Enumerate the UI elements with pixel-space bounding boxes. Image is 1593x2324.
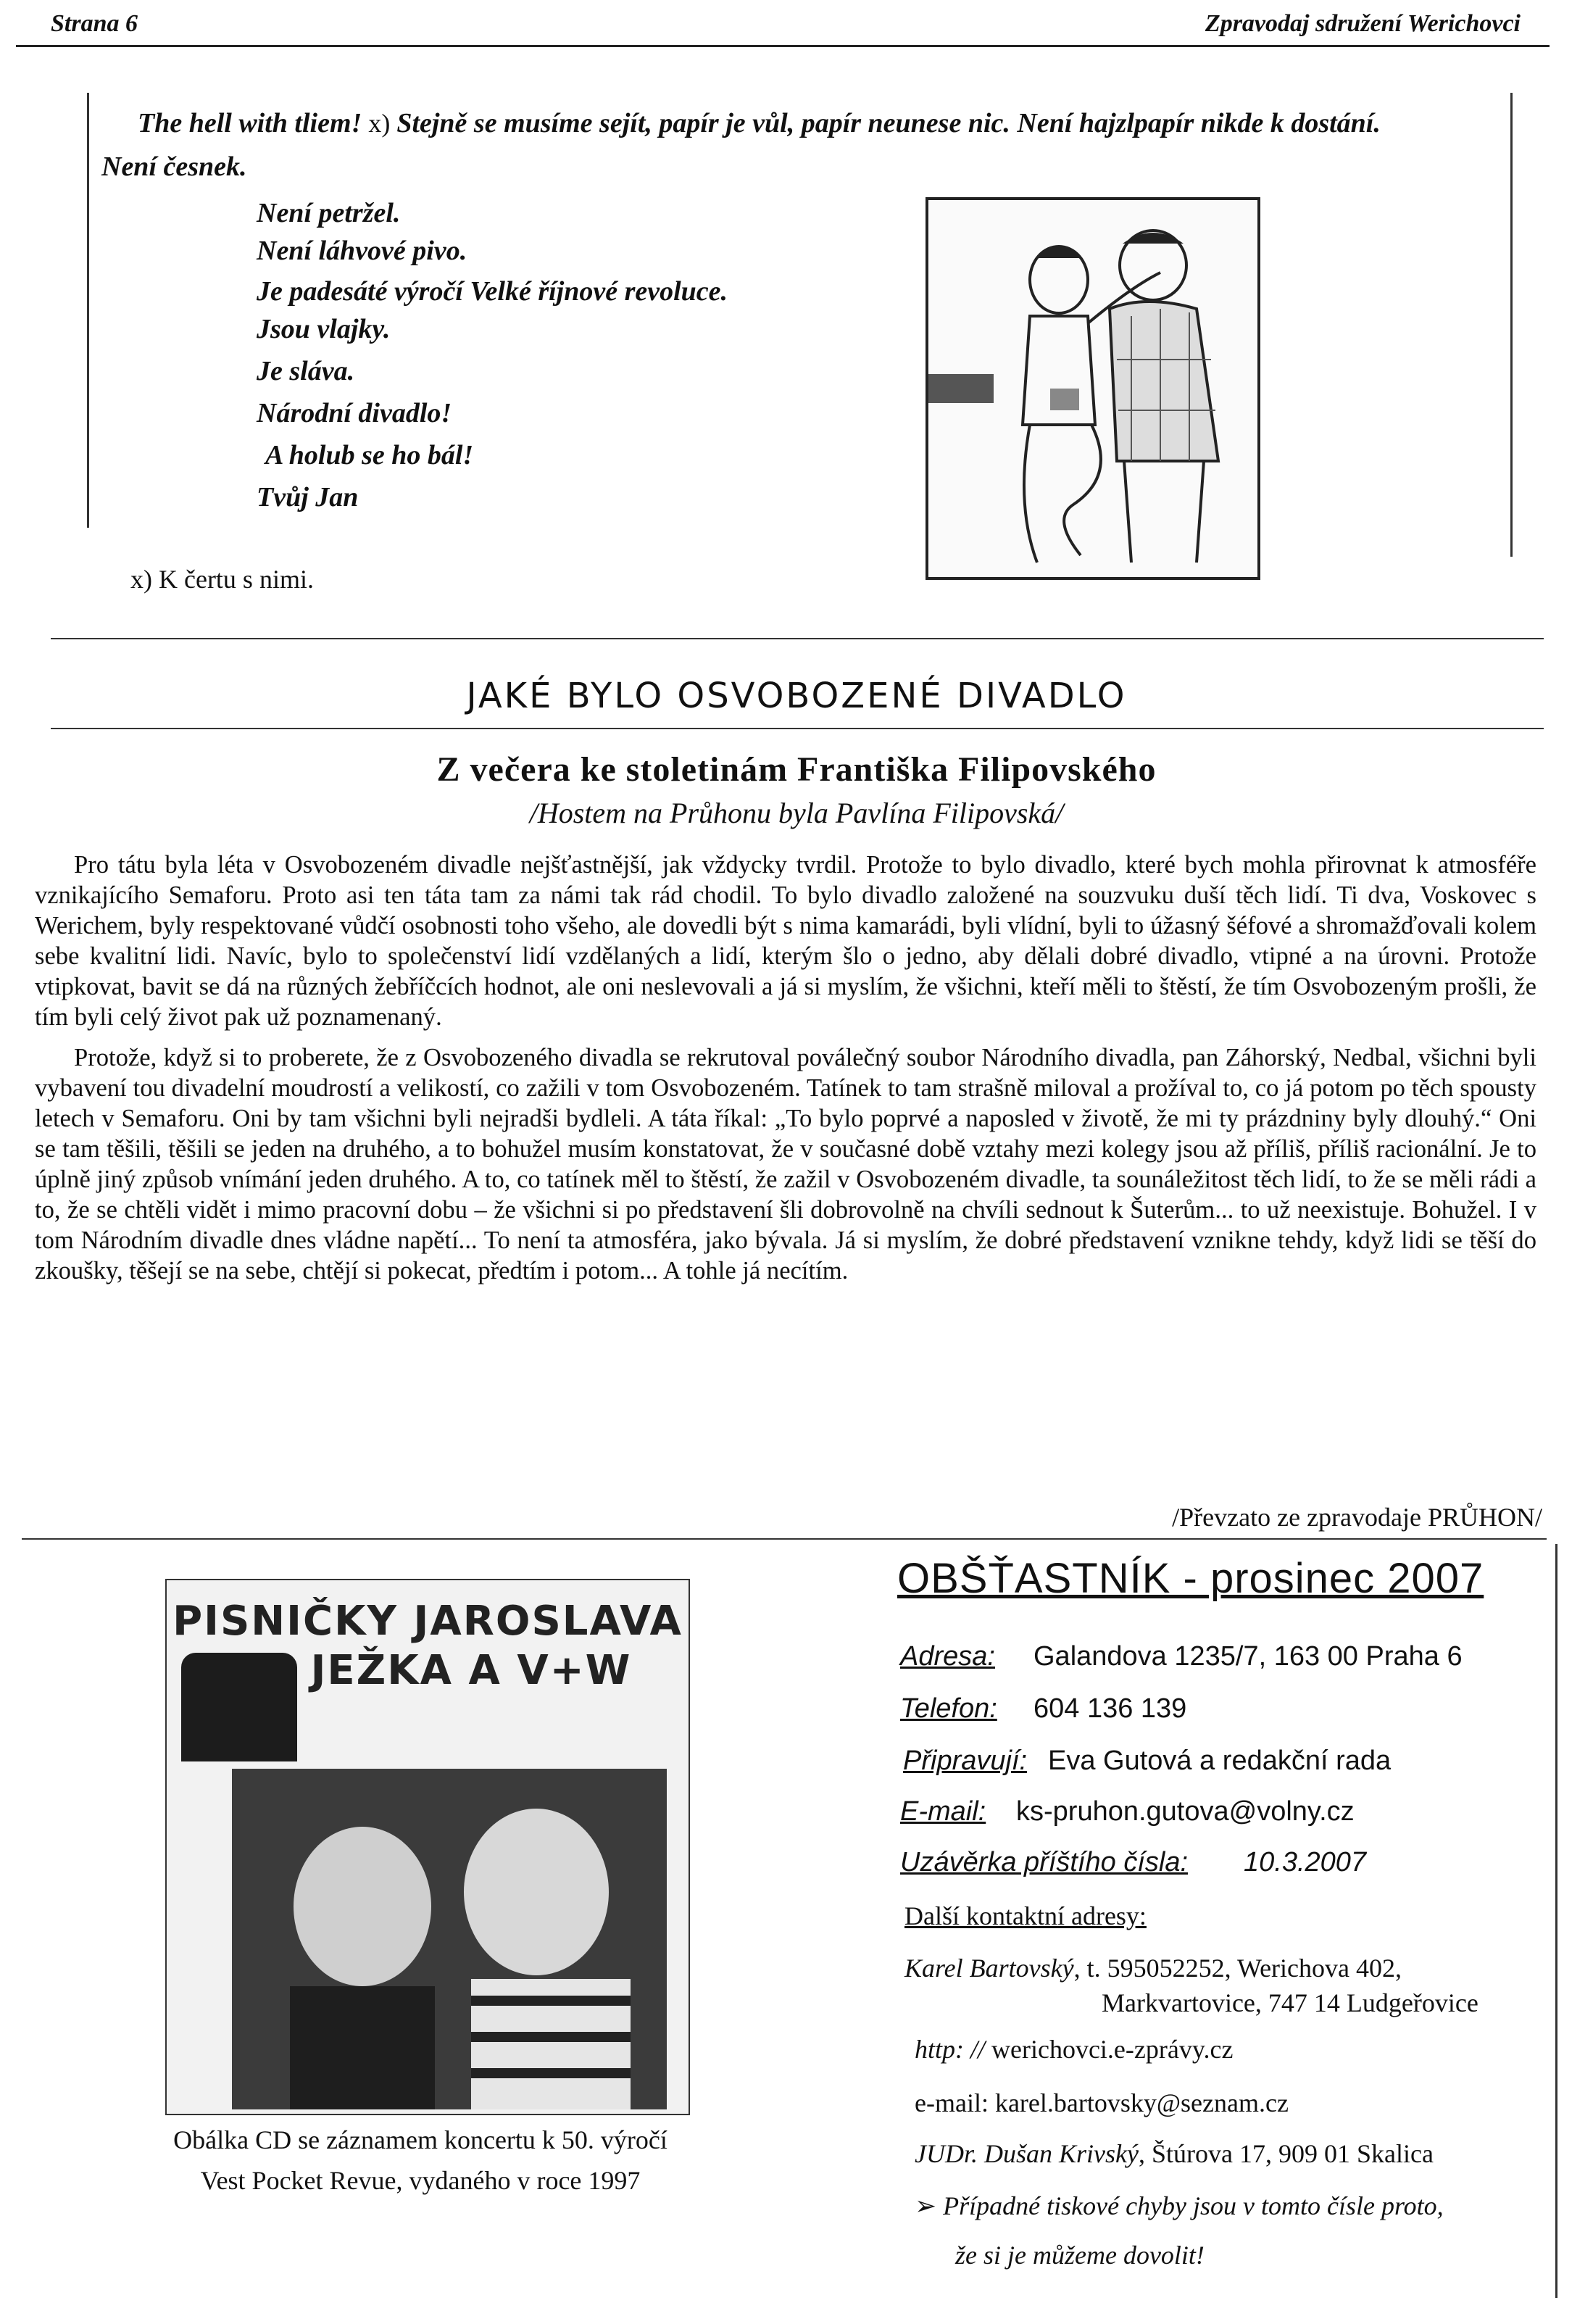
article-paragraph-2: Protože, když si to proberete, že z Osvobozeného divadla se rekrutoval poválečný soubor Národního divadla, pan Záhorský, Nedbal, všichni byli vybavení tou divadelní moudrostí a velikostí, co zažili v tom Osvobozeném. Tatínek to tam strašně miloval a prožíval to, co já potom po těch spousty letech v Semaforu. Oni by tam všichni byli nejradši bydleli. A táta říkal: „To bylo poprvé a naposled v životě, že mi ty prázdniny byly dlouhý.“ Oni se tam těšili, těšili se jeden na druhého, a to bohužel musím konstatovat, že v současné době vztahy mezi kolegy jsou až příliš, příliš racionální. Je to úplně jiný způsob vnímání jeden druhého. A to, co tatínek měl to štěstí, že zažil v Osvobozeném divadle, ta sounáležitost těch lidí, to že se měli rádi a to, že se chtěli vidět i mimo pracovní dobu – že všichni si po představení šli dobrovolně na chvíli sednout k Šuterům... to už neexistuje. Bohužel. I v tom Národním divadle dnes vládne napětí... To není ta atmosféra, jako bývala. Já si myslím, že dobré představení vznikne tehdy, když lidi se těší do zkoušky, těšejí se na sebe, chtějí si pokecat, předtím i potom... A tohle já necítím.	[35, 1044, 1536, 1285]
arrow-bullet-icon: ➢	[915, 2191, 937, 2220]
section-rule-top	[51, 638, 1544, 639]
letter-first-line	[138, 107, 1381, 139]
section-rule-bottom	[22, 1538, 1547, 1540]
letter-left-border	[87, 93, 89, 528]
letter-footnote: x) K čertu s nimi.	[130, 565, 314, 594]
email-label: E-mail:	[900, 1796, 986, 1827]
email-value: ks-pruhon.gutova@volny.cz	[1016, 1796, 1355, 1827]
letter-second-line: Není česnek.	[101, 152, 247, 182]
address-label: Adresa:	[900, 1641, 995, 1672]
poem-line-1: Není petržel.	[257, 198, 401, 228]
info-right-border	[1555, 1544, 1557, 2298]
website-url[interactable]: werichovci.e-zprávy.cz	[991, 2035, 1234, 2064]
contact-1-line-2: Markvartovice, 747 14 Ludgeřovice	[1102, 1988, 1478, 2017]
article-heading: JAKÉ BYLO OSVOBOZENÉ DIVADLO	[466, 676, 1127, 716]
contact-2-name: JUDr. Dušan Krivský	[915, 2139, 1139, 2168]
article-body	[35, 850, 1536, 1296]
colophon-title: OBŠŤASTNÍK - prosinec 2007	[897, 1555, 1484, 1602]
cartoon-illustration	[926, 197, 1260, 580]
cd-cover-image	[165, 1579, 690, 2115]
cd-caption-line-2: Vest Pocket Revue, vydaného v roce 1997	[200, 2166, 641, 2195]
header-rule	[16, 45, 1550, 47]
contact-1-details: , t. 595052252, Werichova 402,	[1073, 1954, 1402, 1983]
cd-photo-drawing	[232, 1769, 667, 2109]
letter-right-border	[1510, 93, 1513, 557]
prepared-by-label: Připravují:	[903, 1746, 1028, 1776]
errata-note	[915, 2191, 1444, 2221]
contact-2-details: , Štúrova 17, 909 01 Skalica	[1138, 2139, 1434, 2168]
cartoon-drawing	[928, 200, 1257, 577]
deadline-value: 10.3.2007	[1244, 1847, 1367, 1877]
poem-line-2: Není láhvové pivo.	[257, 236, 467, 266]
poem-line-7: A holub se ho bál!	[265, 440, 474, 470]
cd-caption-line-1: Obálka CD se záznamem koncertu k 50. výročí	[173, 2125, 667, 2154]
publication-title: Zpravodaj sdružení Werichovci	[1205, 10, 1521, 37]
cd-caption	[87, 2120, 754, 2201]
phone-value: 604 136 139	[1033, 1693, 1187, 1724]
article-guest-note: /Hostem na Průhonu byla Pavlína Filipovská/	[529, 797, 1064, 829]
poem-line-3: Je padesáté výročí Velké říjnové revoluce.	[257, 276, 728, 307]
page-number: Strana 6	[51, 10, 138, 37]
cd-title-line-1: PISNIČKY JAROSLAVA	[172, 1598, 683, 1645]
letter-sentence: Stejně se musíme sejít, papír je vůl, papír neunese nic. Není hajzlpapír nikde k dostání.	[396, 108, 1381, 138]
letter-exclamation: The hell with tliem!	[138, 108, 362, 138]
contact-1	[904, 1953, 1402, 1983]
article-paragraph-1: Pro tátu byla léta v Osvobozeném divadle nejšťastnější, jak vždycky tvrdil. Protože to bylo divadlo, které bych mohla přirovnat k atmosféře vznikajícího Semaforu. Proto asi ten táta tam za námi tak rád chodil. To bylo divadlo založené na souzvuku duší těch lidí. Ti dva, Voskovec s Werichem, byly respektované vůdčí osobnosti toho všeho, ale dovedli být s nima kamarádi, byli vlídní, byli to úžasný šéfové a shromažďovali kolem sebe kvalitní lidi. Navíc, bylo to společenství lidí vzdělaných a lidí, kterým šlo o jedno, aby dělali dobré divadlo, vtipné a na úrovni. Protože vtipkovat, bavit se dá na různých žebříčcích hodnot, ale oni neslevovali a já si myslím, že všichni, kteří měli to štěstí, že tím Osvobozeným prošli, že tím byli celý život pak už poznamenaný.	[35, 851, 1536, 1031]
contacts-heading: Další kontaktní adresy:	[904, 1901, 1147, 1930]
cd-title-line-2: JEŽKA A V+W	[310, 1647, 632, 1694]
poem-line-8: Tvůj Jan	[257, 482, 359, 512]
errata-note-line-1: Případné tiskové chyby jsou v tomto čísle proto,	[943, 2191, 1444, 2220]
footnote-marker: x)	[362, 109, 397, 138]
contact-2	[915, 2138, 1434, 2169]
poem-line-5: Je sláva.	[257, 356, 355, 386]
prepared-by-value: Eva Gutová a redakční rada	[1048, 1746, 1392, 1776]
contact-1-name: Karel Bartovský	[904, 1954, 1074, 1983]
article-subtitle: Z večera ke stoletinám Františka Filipovského	[436, 750, 1157, 789]
poem-line-6: Národní divadlo!	[257, 398, 452, 428]
website-line	[915, 2034, 1233, 2064]
poem-line-4: Jsou vlajky.	[257, 314, 391, 344]
phone-label: Telefon:	[900, 1693, 997, 1724]
website-label: http: //	[915, 2035, 985, 2064]
section-rule-heading	[51, 728, 1544, 729]
address-value: Galandova 1235/7, 163 00 Praha 6	[1033, 1641, 1463, 1672]
cd-photo	[232, 1769, 667, 2109]
cd-shirt-graphic	[181, 1653, 297, 1761]
article-source: /Převzato ze zpravodaje PRŮHON/	[1172, 1503, 1542, 1532]
errata-note-line-2: že si je můžeme dovolit!	[955, 2241, 1205, 2270]
deadline-label: Uzávěrka příštího čísla:	[900, 1847, 1189, 1877]
contact-email[interactable]: e-mail: karel.bartovsky@seznam.cz	[915, 2088, 1289, 2117]
